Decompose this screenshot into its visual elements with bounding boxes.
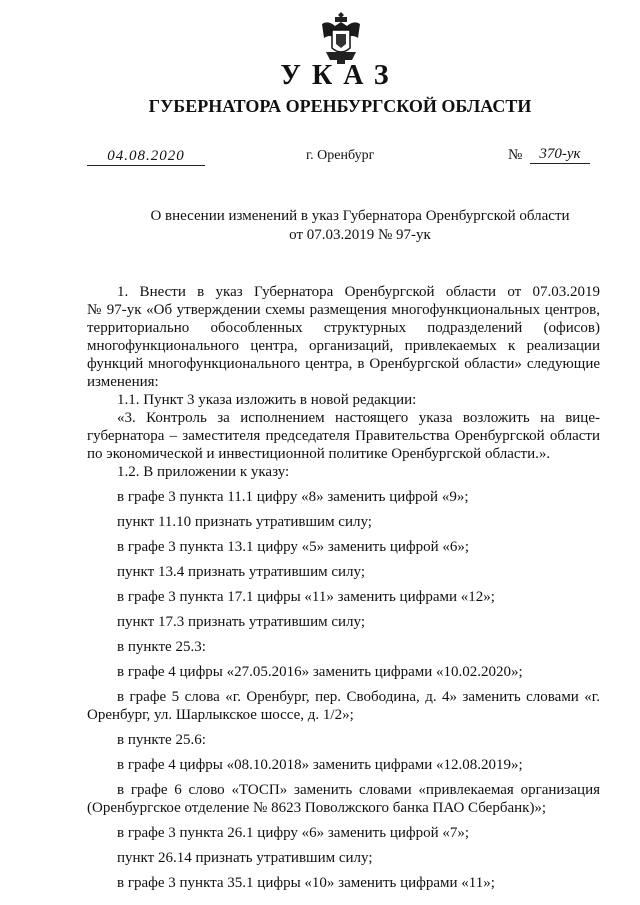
paragraph: № 97-ук «Об утверждении схемы размещения многофункциональных центров, территориально обособленных структурных подразделений (офисов) многофункционального центра, организаций, привлекаемых к реализации функций многофункционального центра, в Оренбургской области» следующие изменения:	[87, 302, 600, 390]
decree-body	[87, 283, 600, 892]
paragraph: пункт 26.14 признать утратившим силу;	[117, 850, 373, 866]
paragraph: в графе 3 пункта 11.1 цифру «8» заменить цифрой «9»;	[117, 489, 469, 505]
coat-of-arms-icon	[318, 8, 364, 66]
decree-number: 370-ук	[530, 146, 590, 164]
decree-heading	[0, 207, 640, 245]
paragraph: пункт 11.10 признать утратившим силу;	[117, 514, 372, 530]
paragraph: пункт 17.3 признать утратившим силу;	[117, 614, 366, 630]
paragraph: в пункте 25.6:	[117, 732, 206, 748]
paragraph: в графе 6 слово «ТОСП» заменить словами «привлекаемая организация (Оренбургское отделение № 8623 Поволжского банка ПАО Сбербанк)»;	[87, 782, 600, 816]
paragraph: «3. Контроль за исполнением настоящего указа возложить на вице-губернатора – заместителя председателя Правительства Оренбургской области по экономической и инвестиционной политике Оренбургской области.».	[87, 410, 600, 462]
paragraph: 1.1. Пункт 3 указа изложить в новой редакции:	[117, 392, 417, 408]
decree-number-label: №	[508, 147, 523, 163]
document-title: УКАЗ	[280, 60, 400, 91]
decree-city: г. Оренбург	[306, 148, 375, 163]
paragraph: в графе 3 пункта 17.1 цифры «11» заменить цифрами «12»;	[117, 589, 495, 605]
paragraph: 1. Внести в указ Губернатора Оренбургской области от 07.03.2019	[117, 284, 600, 300]
paragraph: 1.2. В приложении к указу:	[117, 464, 290, 480]
paragraph: в пункте 25.3:	[117, 639, 206, 655]
paragraph: в графе 3 пункта 13.1 цифру «5» заменить цифрой «6»;	[117, 539, 470, 555]
decree-heading-line: от 07.03.2019 № 97-ук	[289, 227, 431, 243]
paragraph: в графе 3 пункта 26.1 цифру «6» заменить цифрой «7»;	[117, 825, 470, 841]
paragraph: в графе 5 слова «г. Оренбург, пер. Свободина, д. 4» заменить словами «г. Оренбург, ул. Шарлыкское шоссе, д. 1/2»;	[87, 689, 600, 723]
paragraph: пункт 13.4 признать утратившим силу;	[117, 564, 366, 580]
document-subtitle: ГУБЕРНАТОРА ОРЕНБУРГСКОЙ ОБЛАСТИ	[148, 96, 532, 116]
paragraph: в графе 4 цифры «08.10.2018» заменить цифрами «12.08.2019»;	[117, 757, 523, 773]
decree-date: 04.08.2020	[87, 148, 205, 166]
decree-heading-line: О внесении изменений в указ Губернатора Оренбургской области	[150, 208, 570, 224]
paragraph: в графе 3 пункта 35.1 цифры «10» заменить цифрами «11»;	[117, 875, 495, 891]
paragraph: в графе 4 цифры «27.05.2016» заменить цифрами «10.02.2020»;	[117, 664, 523, 680]
